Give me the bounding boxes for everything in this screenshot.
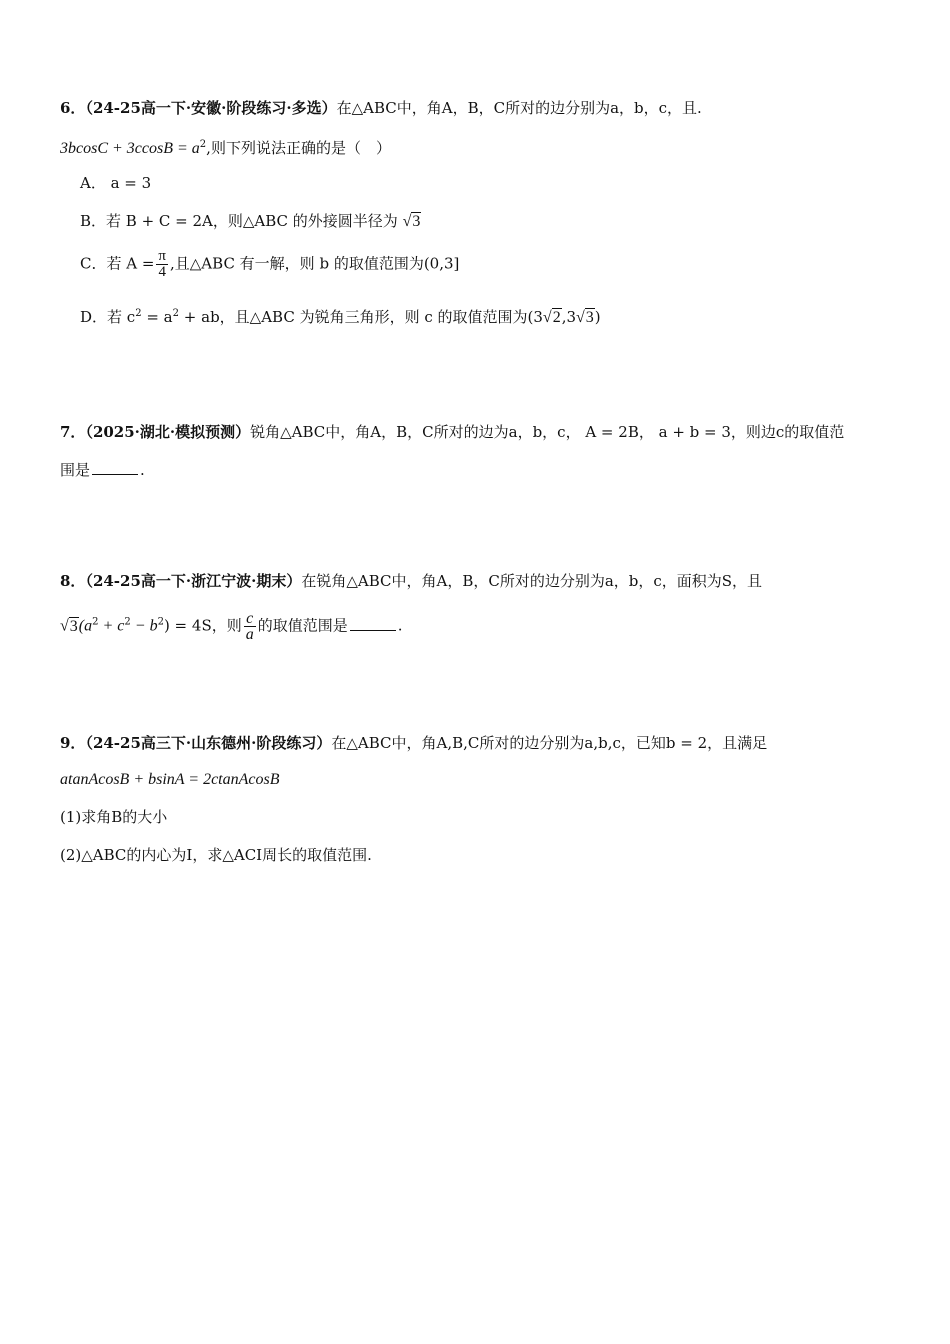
q7-line2 [60,458,145,481]
q6-option-b [80,210,421,233]
q9-part1 [60,806,167,828]
q8-expr-b: + c [98,617,125,635]
q6-option-d: D．若 $c^2 = a^2$ + ab，且△ABC 为锐角三角形，则 c 的取值范围为(3√2,3√3) [80,308,601,326]
q6-line2: $3bcosC + 3ccosB = a^2$,则下列说法正确的是（ ） [60,139,391,157]
q6-option-b-sqrt: √3 [402,213,421,230]
q9-part2-text: (2)△ABC的内心为I，求△ACI周长的取值范围. [60,846,372,864]
q8-frac-den: a [245,626,254,643]
q6-stem-1: 在△ABC中，角A，B，C所对的边分别为a，b，c，且. [336,99,702,117]
q7-answer-blank[interactable] [92,458,138,475]
q8-sqrt: √3 [60,617,78,635]
q6-option-d-sqrt-2: √3 [576,309,594,326]
q7-line1 [60,421,844,443]
q6-option-d-pre: D．若 c [80,308,136,326]
q8-line2: $√3(a^2 + c^2 - b^2) = 4S$，则 $\frac{c}{a}$ 的取值范围是 . [60,610,403,643]
q8-line1 [60,570,762,592]
q8-expr-d: ) = 4S，则 [163,616,242,635]
q8-radicand: 3 [69,617,78,635]
q6-equation: 3bcosC + 3ccosB = a [60,140,200,157]
q6-option-d-mid: = a [141,308,173,326]
q9-number: 9． [60,734,86,752]
q7-stem-1: 锐角△ABC中，角A，B，C所对的边为a，b，c， A = 2B， a + b = 3，则边c的取值范 [250,423,845,441]
q8-expr-a: (a [78,617,93,635]
q9-part1-text: (1)求角B的大小 [60,808,168,826]
q6-option-a-text: A． a = 3 [80,174,152,192]
q8-fraction [244,611,256,642]
q6-option-c-fraction [156,249,168,280]
q8-answer-blank[interactable] [350,614,396,631]
q8-stem-1: 在锐角△ABC中，角A，B，C所对的边分别为a，b，c，面积为S，且 [301,572,763,590]
q8-frac-num: c [244,611,256,627]
q9-equation: atanAcosB + bsinA = 2ctanAcosB [60,771,280,788]
q6-option-a [80,172,151,194]
q6-option-b-text: B．若 B + C = 2A，则△ABC 的外接圆半径为 [80,212,398,230]
q6-option-d-radicand-2: 3 [585,309,594,326]
q6-option-c-pre: C．若 A = [80,254,155,273]
q9-line1 [60,732,767,754]
q6-option-d-sqrt-1: √2 [542,309,561,326]
q7-end: . [140,461,145,479]
q6-option-b-radicand: 3 [412,213,421,230]
q6-option-d-radicand-1: 2 [552,309,561,326]
q6-source: （24-25高一下·安徽·阶段练习·多选） [85,99,337,117]
q8-end: . [397,616,403,635]
q6-option-c [80,249,459,280]
q7-number: 7． [60,423,86,441]
q6-number: 6． [60,99,86,117]
q9-line2 [60,768,280,791]
q8-expr-c: − b [130,617,158,635]
q7-stem-2: 围是 [60,461,91,479]
q8-expr-e: 的取值范围是 [257,616,348,635]
q7-source: （2025·湖北·模拟预测） [85,423,251,441]
q6-option-d-end: ) [594,308,601,326]
q6-line1 [60,97,702,119]
q8-source: （24-25高一下·浙江宁波·期末） [85,572,302,590]
q8-number: 8． [60,572,86,590]
q6-option-c-frac-den: 4 [158,264,166,280]
q6-option-c-post: ,且△ABC 有一解，则 b 的取值范围为(0,3] [170,254,460,273]
q6-option-c-frac-num: π [158,248,166,264]
q6-stem-2: ,则下列说法正确的是（ ） [206,139,391,157]
q6-option-d-comma: ,3 [561,308,577,326]
q6-option-d-post: + ab，且△ABC 为锐角三角形，则 c 的取值范围为(3 [179,308,543,326]
q9-source: （24-25高三下·山东德州·阶段练习） [85,734,332,752]
q9-stem-1: 在△ABC中，角A,B,C所对的边分别为a,b,c，已知b = 2，且满足 [331,734,768,752]
q9-part2 [60,844,372,866]
